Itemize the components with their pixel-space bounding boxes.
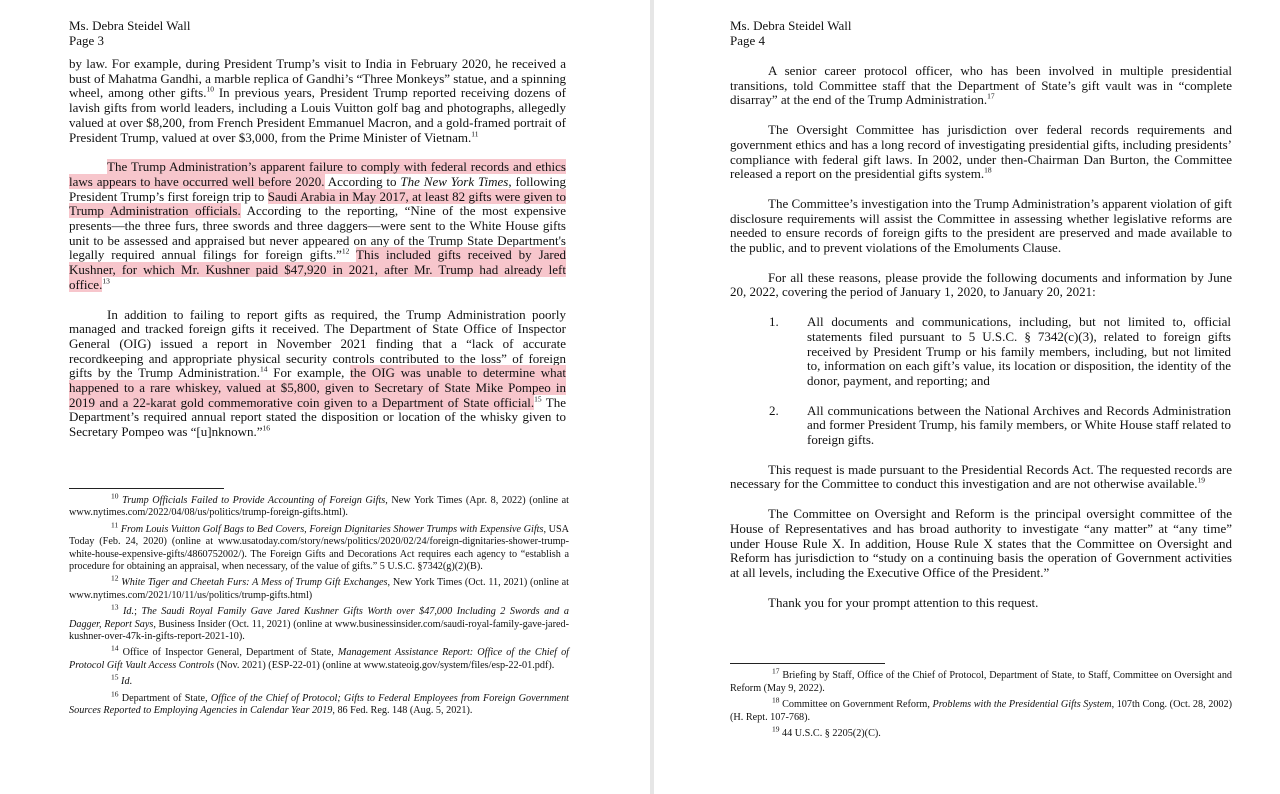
footnote-ref[interactable]: 19 xyxy=(1197,476,1205,486)
footnotes xyxy=(69,491,570,718)
footnote-divider xyxy=(730,663,885,664)
highlighted-text: The Trump Administration’s apparent failure to comply with federal records and ethics laws appears to have occurred well before 2020. xyxy=(69,159,566,189)
paragraph: by law. For example, during President Trump’s visit to India in February 2020, he received a bust of Mahatma Gandhi, a marble replica of Gandhi’s “Three Monkeys” statue, and a spinning wheel, among other gifts.$^{10}$ In previous years, President Trump reported receiving dozens of lavish gifts from world leaders, including a Louis Vuitton golf bag and photographs, allegedly valued at over $8,200, from French President Emmanuel Macron, and a gold-framed portrait of President Trump, valued at over $3,000, from the Prime Minister of Vietnam.$^{11}$ xyxy=(69,56,567,145)
footnote-ref[interactable]: 15 xyxy=(534,394,542,404)
highlighted-text: the OIG was unable to determine what happened to a rare whiskey, valued at $5,800, given to Secretary of State Mike Pompeo in 2019 and a 22-karat gold commemorative coin given to a Department of State official. xyxy=(69,365,567,410)
footnote: $^{18}$ Committee on Government Reform, Problems with the Presidential Gifts System, 107th Cong. (Oct. 28, 2002) (H. Rept. 107-768). xyxy=(730,695,1232,723)
footnote: $^{12}$ White Tiger and Cheetah Furs: A Mess of Trump Gift Exchanges, New York Times (Oct. 11, 2021) (online at www.nytimes.com/2021/10/11/us/politics/trump-gifts.html) xyxy=(69,573,569,601)
paragraph: Thank you for your prompt attention to this request. xyxy=(768,594,1039,610)
paragraph: For all these reasons, please provide the following documents and information by June 20, 2022, covering the period of January 1, 2020, to January 20, 2021: xyxy=(730,269,1232,300)
footnotes xyxy=(730,667,1233,740)
footnote-ref[interactable]: 18 xyxy=(984,165,992,175)
request-item xyxy=(730,404,1232,448)
recipient-name: Ms. Debra Steidel Wall xyxy=(69,18,191,33)
footnote-ref[interactable]: 14 xyxy=(260,365,268,375)
footnote: $^{10}$ Trump Officials Failed to Provide Accounting of Foreign Gifts, New York Times (Apr. 8, 2022) (online at www.nytimes.com/2022/04/08/us/politics/trump-foreign-gifts.html). xyxy=(69,491,570,519)
footnote: $^{17}$ Briefing by Staff, Office of the Chief of Protocol, Department of State, to Staff, Committee on Oversight and Reform (May 9, 2022). xyxy=(730,667,1233,694)
publication-title: The New York Times xyxy=(400,173,509,189)
paragraph: The Oversight Committee has jurisdiction over federal records requirements and government ethics and has a long record of investigating presidential gifts, including presidents’ compliance with federal gift laws. In 2002, under then-Chairman Dan Burton, the Committee released a report on the presidential gifts system.$^{18}$ xyxy=(730,122,1232,182)
paragraph: The Committee on Oversight and Reform is the principal oversight committee of the House of Representatives and has broad authority to investigate “any matter” at “any time” under House Rule X. In addition, House Rule X states that the Committee on Oversight and Reform has jurisdiction to “study on a continuing basis the operation of Government activities at all levels, including the Executive Office of the President.” xyxy=(730,506,1232,580)
letter-body xyxy=(730,64,1232,610)
footnote-ref[interactable]: 11 xyxy=(471,129,479,139)
footnote: $^{19}$ 44 U.S.C. § 2205(2)(C). xyxy=(772,724,881,740)
paragraph: This request is made pursuant to the Presidential Records Act. The requested records are necessary for the Committee to conduct this investigation and are not otherwise available.$^{19}$ xyxy=(730,461,1232,492)
paragraph: The Committee’s investigation into the Trump Administration’s apparent violation of gift disclosure requirements will assist the Committee in assessing whether legislative reforms are needed to ensure records of foreign gifts to the president are preserved and made available to the public, and to prevent violations of the Emoluments Clause. xyxy=(730,195,1232,256)
page-header xyxy=(69,18,650,48)
footnote: $^{16}$ Department of State, Office of the Chief of Protocol; Gifts to Federal Employees from Foreign Government Sources Reported to Employing Agencies in Calendar Year 2019, 86 Fed. Reg. 148 (Aug. 5, 2021). xyxy=(69,689,570,716)
highlighted-text: This included gifts received by Jared Kushner, for which Mr. Kushner paid $47,920 in 2021, after Mr. Trump had already left office. xyxy=(69,247,567,292)
footnote-ref[interactable]: 17 xyxy=(987,92,995,102)
recipient-name: Ms. Debra Steidel Wall xyxy=(730,18,852,33)
footnote-ref[interactable]: 12 xyxy=(341,247,350,257)
request-item xyxy=(730,315,1232,389)
footnote: $^{13}$ Id.; The Saudi Royal Family Gave Jared Kushner Gifts Worth over $47,000 Including 2 Swords and a Dagger, Report Says, Business Insider (Oct. 11, 2021) (online at www.businessinsider.com/saudi-royal-family-gave-jared-kushner-over-47k-in-gifts-report-2021-10). xyxy=(69,602,569,642)
footnote-ref[interactable]: 16 xyxy=(262,423,270,433)
paragraph: The Trump Administration’s apparent failure to comply with federal records and ethics laws appears to have occurred well before 2020. According to The New York Times, following President Trump’s first foreign trip to Saudi Arabia in May 2017, at least 82 gifts were given to Trump Administration officials. According to the reporting, “Nine of the most expensive presents—the three furs, three swords and three daggers—were sent to the White House gifts unit to be assessed and appraised but never appeared on any of the Trump State Department's legally required annual filings for foreign gifts.”$^{12}$ This included gifts received by Jared Kushner, for which Mr. Kushner paid $47,920 in 2021, after Mr. Trump had already left office.$^{13}$ xyxy=(69,159,567,292)
highlighted-text: Saudi Arabia in May 2017, at least 82 gifts were given to Trump Administration officials. xyxy=(69,188,566,219)
paragraph: A senior career protocol officer, who has been involved in multiple presidential transitions, told Committee staff that the Department of State’s gift vault was in “complete disarray” at the end of the Trump Administration.$^{17}$ xyxy=(730,63,1232,108)
page-number: Page 3 xyxy=(69,33,105,48)
list-text: All documents and communications, including, but not limited to, official statements filed pursuant to 5 U.S.C. § 7342(c)(3), related to foreign gifts received by President Trump or his family members, including, but not limited to, information on each gift’s value, its location or disposition, the identity of the donor, payment, and reporting; and xyxy=(807,314,1231,388)
list-text: All communications between the National Archives and Records Administration and former President Trump, his family members, or White House staff related to foreign gifts. xyxy=(807,402,1231,448)
list-number: 1. xyxy=(769,314,779,330)
list-number: 2. xyxy=(769,402,779,418)
footnote: $^{15}$ Id. xyxy=(111,672,133,688)
footnote: $^{14}$ Office of Inspector General, Department of State, Management Assistance Report: Office of the Chief of Protocol Gift Vault Access Controls (Nov. 2021) (ESP-22-01) (online at www.stateoig.gov/system/files/esp-22-01.pdf). xyxy=(69,643,569,671)
letter-body xyxy=(69,57,566,440)
page-header xyxy=(730,18,1280,48)
page-number: Page 4 xyxy=(730,33,766,48)
footnote-ref[interactable]: 13 xyxy=(102,276,110,286)
document-page-4 xyxy=(654,0,1280,794)
paragraph: In addition to failing to report gifts as required, the Trump Administration poorly managed and tracked foreign gifts it received. The Department of State Office of Inspector General (OIG) issued a report in November 2021 finding that a “lack of accurate recordkeeping and appropriate physical security controls contributed to the loss” of foreign gifts by the Trump Administration.$^{14}$ For example, the OIG was unable to determine what happened to a rare whiskey, valued at $5,800, given to Secretary of State Mike Pompeo in 2019 and a 22-karat gold commemorative coin given to a Department of State official.$^{15}$ The Department’s required annual report stated the disposition or location of the whisky given to Secretary Pompeo was “[u]nknown.”$^{16}$ xyxy=(69,306,567,440)
footnote: $^{11}$ From Louis Vuitton Golf Bags to Bed Covers, Foreign Dignitaries Shower Trumps with Expensive Gifts, USA Today (Feb. 24, 2020) (online at www.usatoday.com/story/news/politics/2020/02/24/foreign-dignitaries-shower-trump-white-house-expensive-gifts/4860752002/). The Foreign Gifts and Decorations Act requires each agency to “establish a procedure for obtaining an appraisal, when necessary, of the value of gifts.” 5 U.S.C. §7342(g)(2)(B). xyxy=(69,520,569,572)
footnote-divider xyxy=(69,488,224,489)
footnote-ref[interactable]: 10 xyxy=(206,85,214,95)
